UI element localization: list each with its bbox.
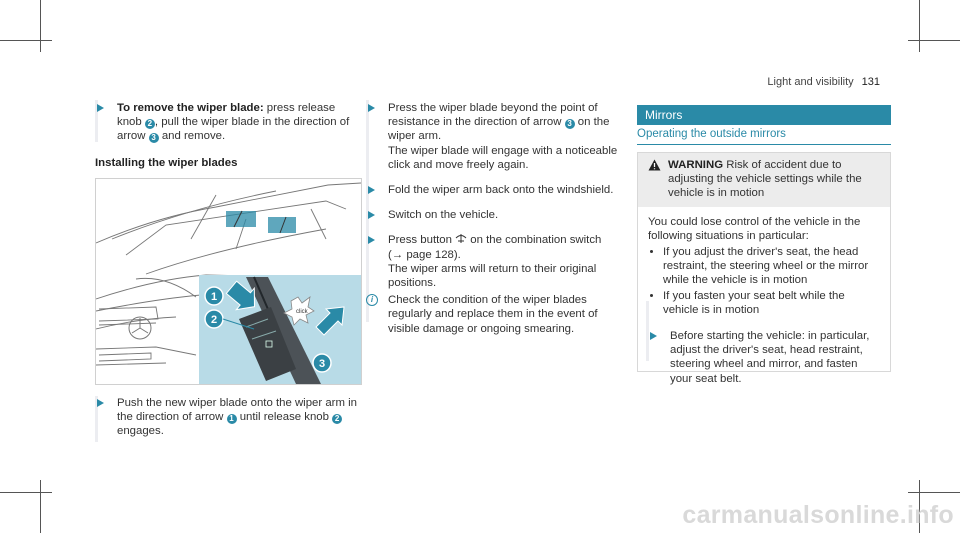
- page-number: 131: [861, 76, 880, 88]
- step-arrow-icon: [368, 186, 375, 194]
- step-push-blade: [95, 396, 360, 439]
- callout-badge: 2: [332, 414, 342, 424]
- step-press-blade: [366, 101, 621, 172]
- running-header: [767, 75, 880, 89]
- crop-mark: [908, 40, 960, 41]
- step-remove-blade: [95, 101, 360, 144]
- step-result: The wiper blade will engage with a noticeable click and move freely again.: [388, 144, 618, 171]
- warning-text: Risk of accident due to adjusting the vehicle settings while the vehicle is in motion: [668, 159, 862, 200]
- warning-list: [648, 245, 882, 317]
- step-text: Press button: [388, 234, 456, 247]
- step-result: The wiper arms will return to their original positions.: [388, 262, 597, 290]
- column-1-top: [95, 101, 360, 170]
- step-fold-arm: [366, 183, 621, 197]
- note-text: Check the condition of the wiper blades regularly and replace them in the event of visible damage or ongoing smearing.: [388, 294, 598, 335]
- warning-label: WARNING: [668, 159, 724, 171]
- step-text: engages.: [117, 425, 164, 438]
- step-arrow-icon: [368, 236, 375, 244]
- wiper-blade-illustration: [95, 178, 362, 385]
- step-text: Fold the wiper arm back onto the windshield.: [388, 184, 614, 197]
- step-arrow-icon: [368, 211, 375, 219]
- step-text: Switch on the vehicle.: [388, 209, 499, 222]
- warning-intro: You could lose control of the vehicle in the following situations in particular:: [648, 215, 861, 242]
- step-switch-on: [366, 208, 621, 222]
- note: [366, 293, 621, 336]
- step-text: , pull the wiper blade in the direction of arrow: [117, 116, 350, 143]
- step-text: on the combination switch: [467, 234, 602, 247]
- crop-mark: [40, 480, 41, 533]
- callout-2: 2: [210, 314, 218, 326]
- section-heading: Installing the wiper blades: [95, 156, 238, 169]
- warning-box: [637, 152, 891, 385]
- page-reference[interactable]: (→ page 128).: [388, 248, 461, 261]
- step-arrow-icon: [97, 399, 104, 407]
- step-text: and remove.: [158, 130, 226, 143]
- column-1-bottom: [95, 396, 360, 439]
- column-2: [366, 101, 621, 336]
- info-icon: i: [366, 294, 378, 306]
- step-press-button: [366, 233, 621, 290]
- crop-mark: [908, 492, 960, 493]
- step-text: press release knob: [117, 102, 336, 129]
- watermark: carmanualsonline.info: [682, 501, 954, 529]
- crop-mark: [40, 0, 41, 52]
- list-item: • If you fasten your seat belt while the vehicle is in motion: [663, 289, 882, 317]
- callout-badge: 1: [227, 414, 237, 424]
- crop-mark: [0, 492, 52, 493]
- step-arrow-icon: [368, 104, 375, 112]
- crop-mark: [919, 0, 920, 52]
- step-text: until release knob: [236, 411, 333, 424]
- section-title: Light and visibility: [767, 76, 854, 88]
- step-lead: To remove the wiper blade:: [117, 102, 264, 114]
- subsection-heading: Operating the outside mirrors: [637, 127, 891, 145]
- crop-mark: [0, 40, 52, 41]
- list-item: • If you adjust the driver's seat, the head restraint, the steering wheel or the mirror while the vehicle is in motion: [663, 245, 882, 288]
- callout-badge: 2: [145, 119, 155, 129]
- callout-3: 3: [318, 358, 326, 370]
- warning-body: [638, 207, 890, 386]
- wiper-service-icon: [455, 233, 467, 244]
- step-text: Press the wiper blade beyond the point of resistance in the direction of arrow: [388, 102, 598, 129]
- svg-text:click: click: [296, 309, 308, 315]
- step-text: Before starting the vehicle: in particular, adjust the driver's seat, head restraint, steering wheel and mirror, and fasten your seat belt.: [670, 330, 870, 385]
- callout-1: 1: [210, 291, 218, 303]
- step-before-starting: [648, 329, 882, 386]
- warning-triangle-icon: [648, 159, 661, 171]
- warning-header: [638, 153, 890, 207]
- step-text: on the wiper arm.: [388, 116, 610, 143]
- callout-badge: 3: [149, 133, 159, 143]
- step-arrow-icon: [97, 104, 104, 112]
- callout-badge: 3: [565, 119, 575, 129]
- step-text: Push the new wiper blade onto the wiper arm in the direction of arrow: [117, 397, 357, 424]
- step-arrow-icon: [650, 332, 657, 340]
- section-banner: Mirrors: [637, 105, 891, 125]
